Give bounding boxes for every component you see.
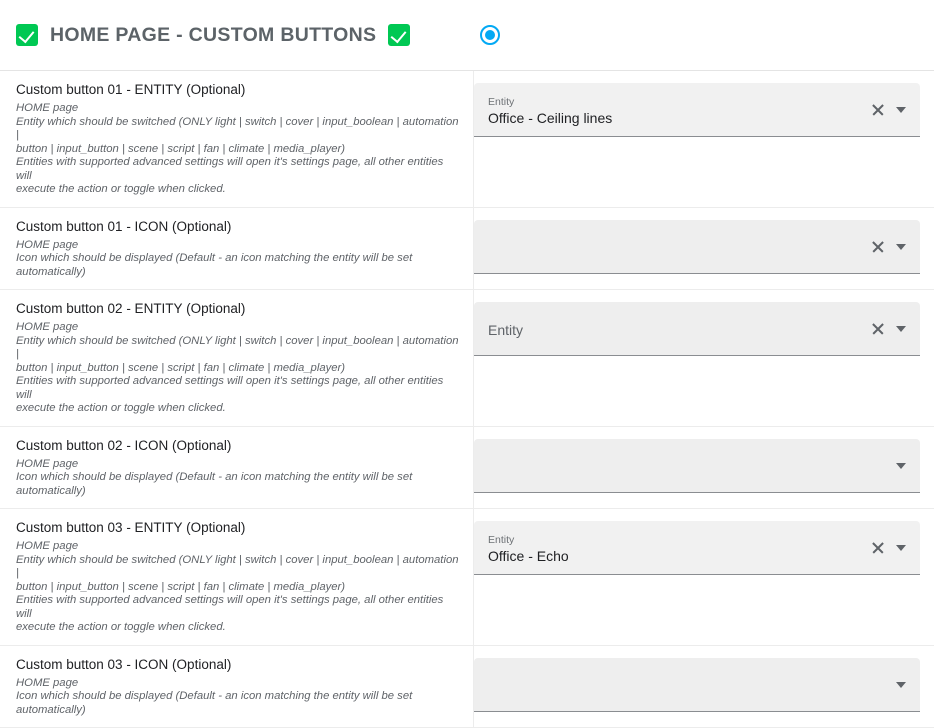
field-underline [474,711,920,712]
table-row [0,427,934,510]
row-field-cell [474,290,934,368]
row-label: Custom button 03 - ENTITY (Optional) [16,519,459,537]
field-text-wrap [488,658,888,712]
field-float-label: Entity [488,96,862,108]
row-description-line: Icon which should be displayed (Default - an icon matching the entity will be set [16,690,459,704]
row-description-line: Entities with supported advanced settings will open it's settings page, all other entities will [16,156,459,183]
field-underline [474,574,920,575]
section-radio-button[interactable] [480,25,500,45]
table-row [0,208,934,291]
chevron-down-icon[interactable] [896,244,906,250]
chevron-down-icon[interactable] [896,545,906,551]
row-description [16,321,459,416]
icon-select-field[interactable] [474,658,920,712]
row-description-line: execute the action or toggle when clicked. [16,402,459,416]
field-text-wrap [488,220,862,274]
icon-select-field[interactable] [474,439,920,493]
row-description-line: HOME page [16,540,459,554]
row-description-cell [0,71,474,207]
row-description [16,239,459,280]
row-field-cell [474,646,934,724]
table-row [0,71,934,208]
row-description [16,458,459,499]
table-row [0,646,934,728]
row-description-line: Icon which should be displayed (Default - an icon matching the entity will be set [16,471,459,485]
row-description-line: execute the action or toggle when clicked. [16,621,459,635]
row-field-cell [474,427,934,505]
row-description-line: button | input_button | scene | script | fan | climate | media_player) [16,581,459,595]
close-icon[interactable] [870,321,886,337]
settings-rows [0,71,934,728]
field-icons [862,321,912,337]
row-description-line: automatically) [16,704,459,718]
row-label: Custom button 01 - ENTITY (Optional) [16,81,459,99]
field-value: Office - Echo [488,548,862,565]
row-description-cell [0,646,474,728]
row-field-cell [474,208,934,286]
field-icons [888,682,912,688]
field-placeholder: Entity [488,322,862,339]
field-underline [474,492,920,493]
row-description-line: Entities with supported advanced settings will open it's settings page, all other entities will [16,594,459,621]
entity-select-field[interactable] [474,302,920,356]
row-description-line: Entity which should be switched (ONLY light | switch | cover | input_boolean | automation | [16,335,459,362]
row-description-line: automatically) [16,485,459,499]
row-description-line: HOME page [16,321,459,335]
table-row [0,290,934,427]
row-description-line: HOME page [16,677,459,691]
row-description-cell [0,290,474,426]
field-float-label: Entity [488,534,862,546]
row-description-line: button | input_button | scene | script | fan | climate | media_player) [16,362,459,376]
chevron-down-icon[interactable] [896,326,906,332]
chevron-down-icon[interactable] [896,107,906,113]
close-icon[interactable] [870,239,886,255]
field-icons [888,463,912,469]
chevron-down-icon[interactable] [896,463,906,469]
field-text-wrap [488,302,862,356]
field-icons [862,239,912,255]
row-description-line: execute the action or toggle when clicked. [16,183,459,197]
radio-inner-dot [485,30,495,40]
field-underline [474,136,920,137]
row-label: Custom button 03 - ICON (Optional) [16,656,459,674]
row-description-cell [0,208,474,290]
row-label: Custom button 01 - ICON (Optional) [16,218,459,236]
entity-select-field[interactable] [474,83,920,137]
row-description-line: HOME page [16,239,459,253]
row-description-line: HOME page [16,102,459,116]
page-title: HOME PAGE - CUSTOM BUTTONS [50,24,376,47]
page-header [0,0,934,71]
section-enable-checkbox-right[interactable] [388,24,410,46]
row-label: Custom button 02 - ENTITY (Optional) [16,300,459,318]
field-underline [474,355,920,356]
row-description-line: Icon which should be displayed (Default - an icon matching the entity will be set [16,252,459,266]
row-description-line: Entity which should be switched (ONLY light | switch | cover | input_boolean | automation | [16,554,459,581]
section-enable-checkbox-left[interactable] [16,24,38,46]
close-icon[interactable] [870,102,886,118]
field-underline [474,273,920,274]
row-description [16,677,459,718]
row-description-line: HOME page [16,458,459,472]
row-description [16,540,459,635]
field-text-wrap [488,83,862,137]
row-description-cell [0,427,474,509]
row-description [16,102,459,197]
field-text-wrap [488,439,888,493]
close-icon[interactable] [870,540,886,556]
row-description-cell [0,509,474,645]
row-description-line: Entity which should be switched (ONLY light | switch | cover | input_boolean | automation | [16,116,459,143]
table-row [0,509,934,646]
row-field-cell [474,71,934,149]
row-field-cell [474,509,934,587]
row-description-line: automatically) [16,266,459,280]
row-description-line: Entities with supported advanced settings will open it's settings page, all other entities will [16,375,459,402]
row-label: Custom button 02 - ICON (Optional) [16,437,459,455]
row-description-line: button | input_button | scene | script | fan | climate | media_player) [16,143,459,157]
field-icons [862,102,912,118]
field-icons [862,540,912,556]
chevron-down-icon[interactable] [896,682,906,688]
entity-select-field[interactable] [474,521,920,575]
field-value: Office - Ceiling lines [488,110,862,127]
field-text-wrap [488,521,862,575]
icon-select-field[interactable] [474,220,920,274]
